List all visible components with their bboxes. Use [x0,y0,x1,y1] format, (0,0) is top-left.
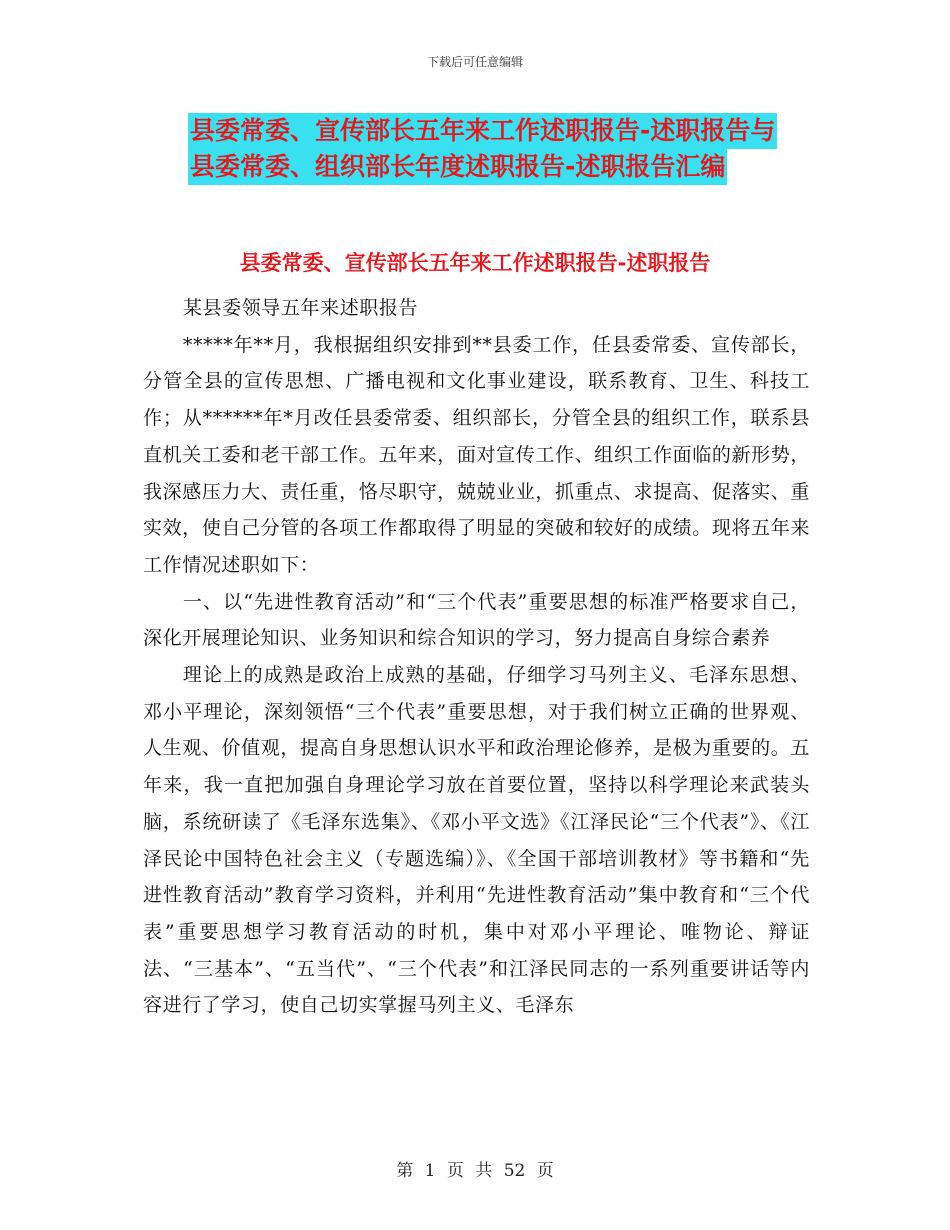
header-note: 下载后可任意编辑 [426,55,523,69]
document-title [188,113,828,185]
title-line-2: 县委常委、组织部长年度述职报告-述职报告汇编 [188,149,727,185]
page-number: 第 1 页 共 52 页 [396,1161,554,1181]
paragraph-section-heading: 一、以“先进性教育活动”和“三个代表”重要思想的标准严格要求自己，深化开展理论知识、业务知识和综合知识的学习，努力提高自身综合素养 [143,590,810,650]
paragraph-heading: 某县委领导五年来述职报告 [182,297,419,319]
title-line-1: 县委常委、宣传部长五年来工作述职报告-述职报告与 [188,113,777,149]
section-title: 县委常委、宣传部长五年来工作述职报告-述职报告 [239,251,711,275]
document-body [143,290,810,1024]
paragraph: 理论上的成熟是政治上成熟的基础，仔细学习马列主义、毛泽东思想、邓小平理论，深刻领悟“三个代表”重要思想，对于我们树立正确的世界观、人生观、价值观，提高自身思想认识水平和政治理论修养，是极为重要的。五年来，我一直把加强自身理论学习放在首要位置，坚持以科学理论来武装头脑，系统研读了《毛泽东选集》、《邓小平文选》《江泽民论“三个代表”》、《江泽民论中国特色社会主义（专题选编）》、《全国干部培训教材》等书籍和“先进性教育活动”教育学习资料，并利用“先进性教育活动”集中教育和“三个代表”重要思想学习教育活动的时机，集中对邓小平理论、唯物论、辩证法、“三基本”、“五当代”、“三个代表”和江泽民同志的一系列重要讲话等内容进行了学习，使自己切实掌握马列主义、毛泽东 [143,664,810,1017]
paragraph: *****年**月，我根据组织安排到**县委工作，任县委常委、宣传部长，分管全县的宣传思想、广播电视和文化事业建设，联系教育、卫生、科技工作；从******年*月改任县委常委、组织部长，分管全县的组织工作，联系县直机关工委和老干部工作。五年来，面对宣传工作、组织工作面临的新形势，我深感压力大、责任重，恪尽职守，兢兢业业，抓重点、求提高、促落实、重实效，使自己分管的各项工作都取得了明显的突破和较好的成绩。现将五年来工作情况述职如下： [143,333,810,576]
